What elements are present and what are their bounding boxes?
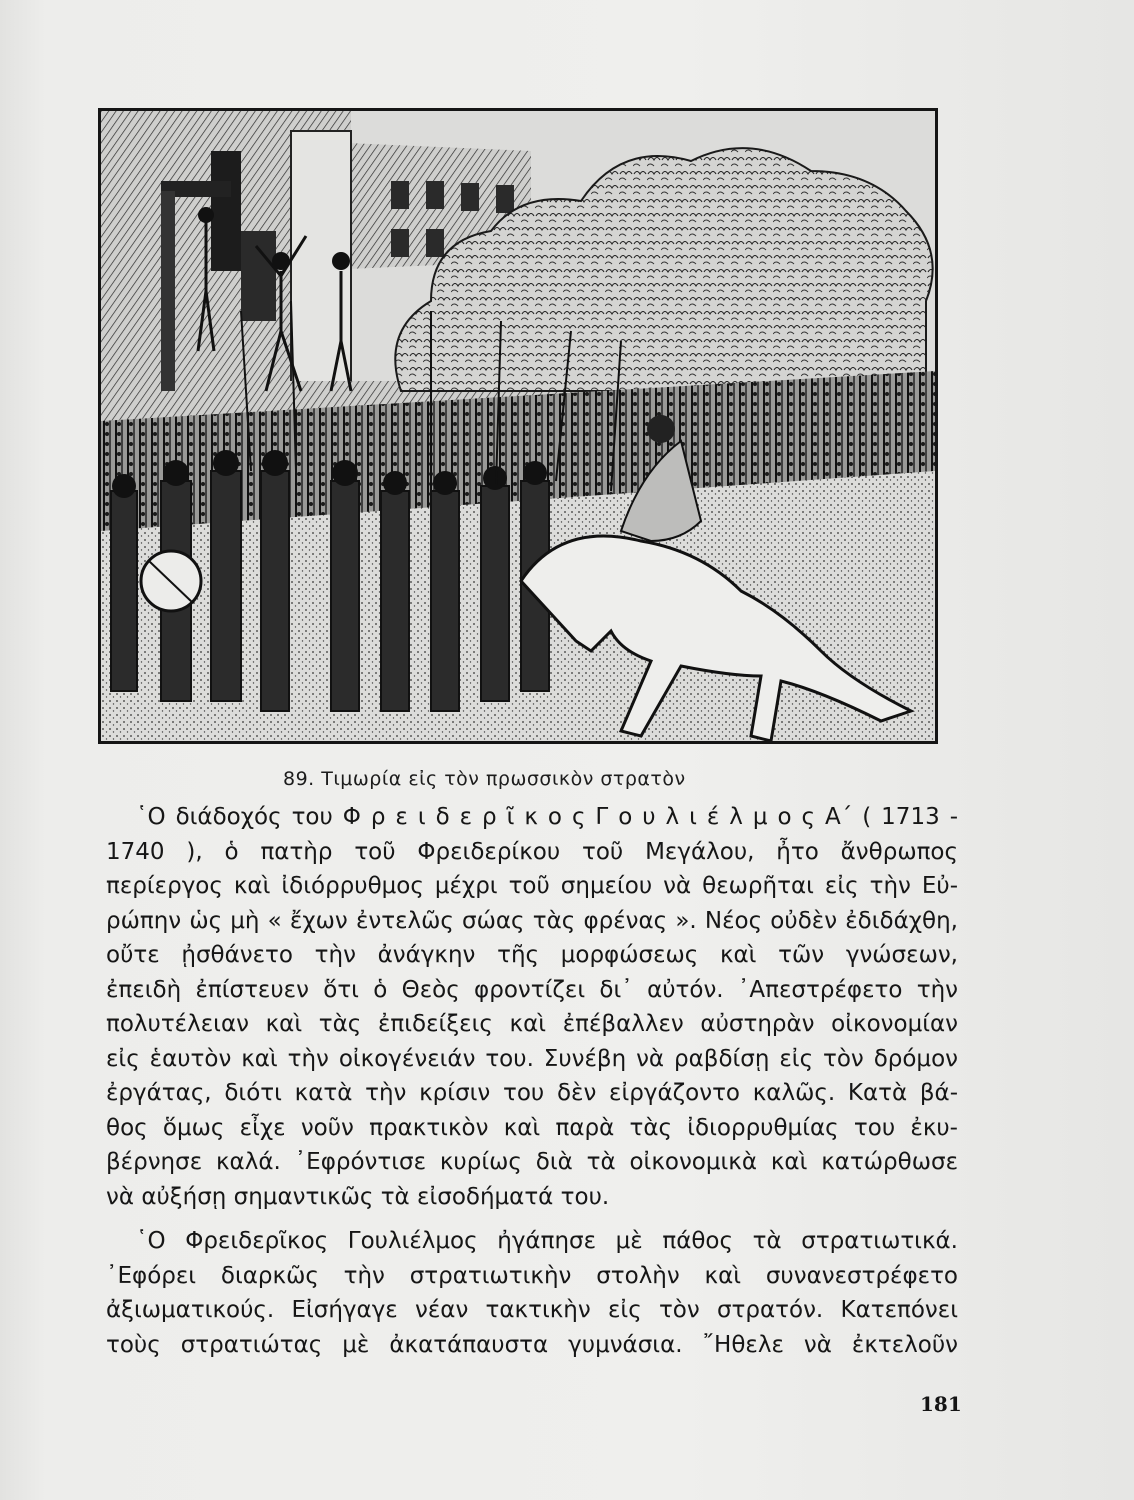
text-line: 1740 ), ὁ πατὴρ τοῦ Φρειδερίκου τοῦ Μεγάλου, ἦτο ἄνθρωπος — [106, 838, 958, 865]
text-line: πολυτέλειαν καὶ τὰς ἐπιδείξεις καὶ ἐπέβαλλεν αὐστηρὰν οἰκονομίαν — [106, 1011, 958, 1037]
paragraph-2 — [106, 1224, 958, 1362]
text-line: ρώπην ὡς μὴ « ἔχων ἐντελῶς σώας τὰς φρένας ». Νέος οὐδὲν ἐδιδάχθη, — [106, 907, 958, 934]
text-line: ἀξιωματικούς. Εἰσήγαγε νέαν τακτικὴν εἰς τὸν στρατόν. Κατεπόνει — [106, 1297, 958, 1323]
text-line: ῾Ο διάδοχός του Φ ρ ε ι δ ε ρ ῖ κ ο ς Γ ο υ λ ι έ λ μ ο ς Α΄ ( 1713 - — [136, 804, 958, 830]
text-line: θος ὅμως εἶχε νοῦν πρακτικὸν καὶ παρὰ τὰς ἰδιορρυθμίας του ἐκυ- — [106, 1114, 958, 1141]
text-line: τοὺς στρατιώτας μὲ ἀκατάπαυστα γυμνάσια. ῎Ηθελε νὰ ἐκτελοῦν — [106, 1331, 958, 1358]
paragraph-1 — [106, 800, 958, 1214]
engraving-illustration — [98, 108, 938, 744]
text-line: ἐπειδὴ ἐπίστευεν ὅτι ὁ Θεὸς φροντίζει δι᾽ αὐτόν. ᾽Απεστρέφετο τὴν — [106, 976, 958, 1003]
text-line: περίεργος καὶ ἰδιόρρυθμος μέχρι τοῦ σημείου νὰ θεωρῆται εἰς τὴν Εὐ- — [106, 873, 958, 899]
page-number: 181 — [920, 1392, 962, 1416]
text-line: ἐργάτας, διότι κατὰ τὴν κρίσιν του δὲν εἰργάζοντο καλῶς. Κατὰ βά- — [106, 1080, 958, 1106]
text-line: ῾Ο Φρειδερῖκος Γουλιέλμος ἠγάπησε μὲ πάθος τὰ στρατιωτικά. — [136, 1228, 958, 1254]
text-line: εἰς ἑαυτὸν καὶ τὴν οἰκογένειάν του. Συνέβη νὰ ραβδίσῃ εἰς τὸν δρόμον — [106, 1045, 958, 1072]
text-line: νὰ αὐξήσῃ σημαντικῶς τὰ εἰσοδήματά του. — [106, 1183, 610, 1210]
engraving-drawing — [101, 111, 935, 741]
text-line: ᾽Εφόρει διαρκῶς τὴν στρατιωτικὴν στολὴν καὶ συνανεστρέφετο — [106, 1262, 958, 1289]
text-line: οὔτε ᾐσθάνετο τὴν ἀνάγκην τῆς μορφώσεως καὶ τῶν γνώσεων, — [106, 942, 958, 968]
text-line: βέρνησε καλά. ᾽Εφρόντισε κυρίως διὰ τὰ οἰκονομικὰ καὶ κατώρθωσε — [106, 1149, 958, 1175]
figure-caption: 89. Τιμωρία εἰς τὸν πρωσσικὸν στρατὸν — [283, 768, 686, 790]
